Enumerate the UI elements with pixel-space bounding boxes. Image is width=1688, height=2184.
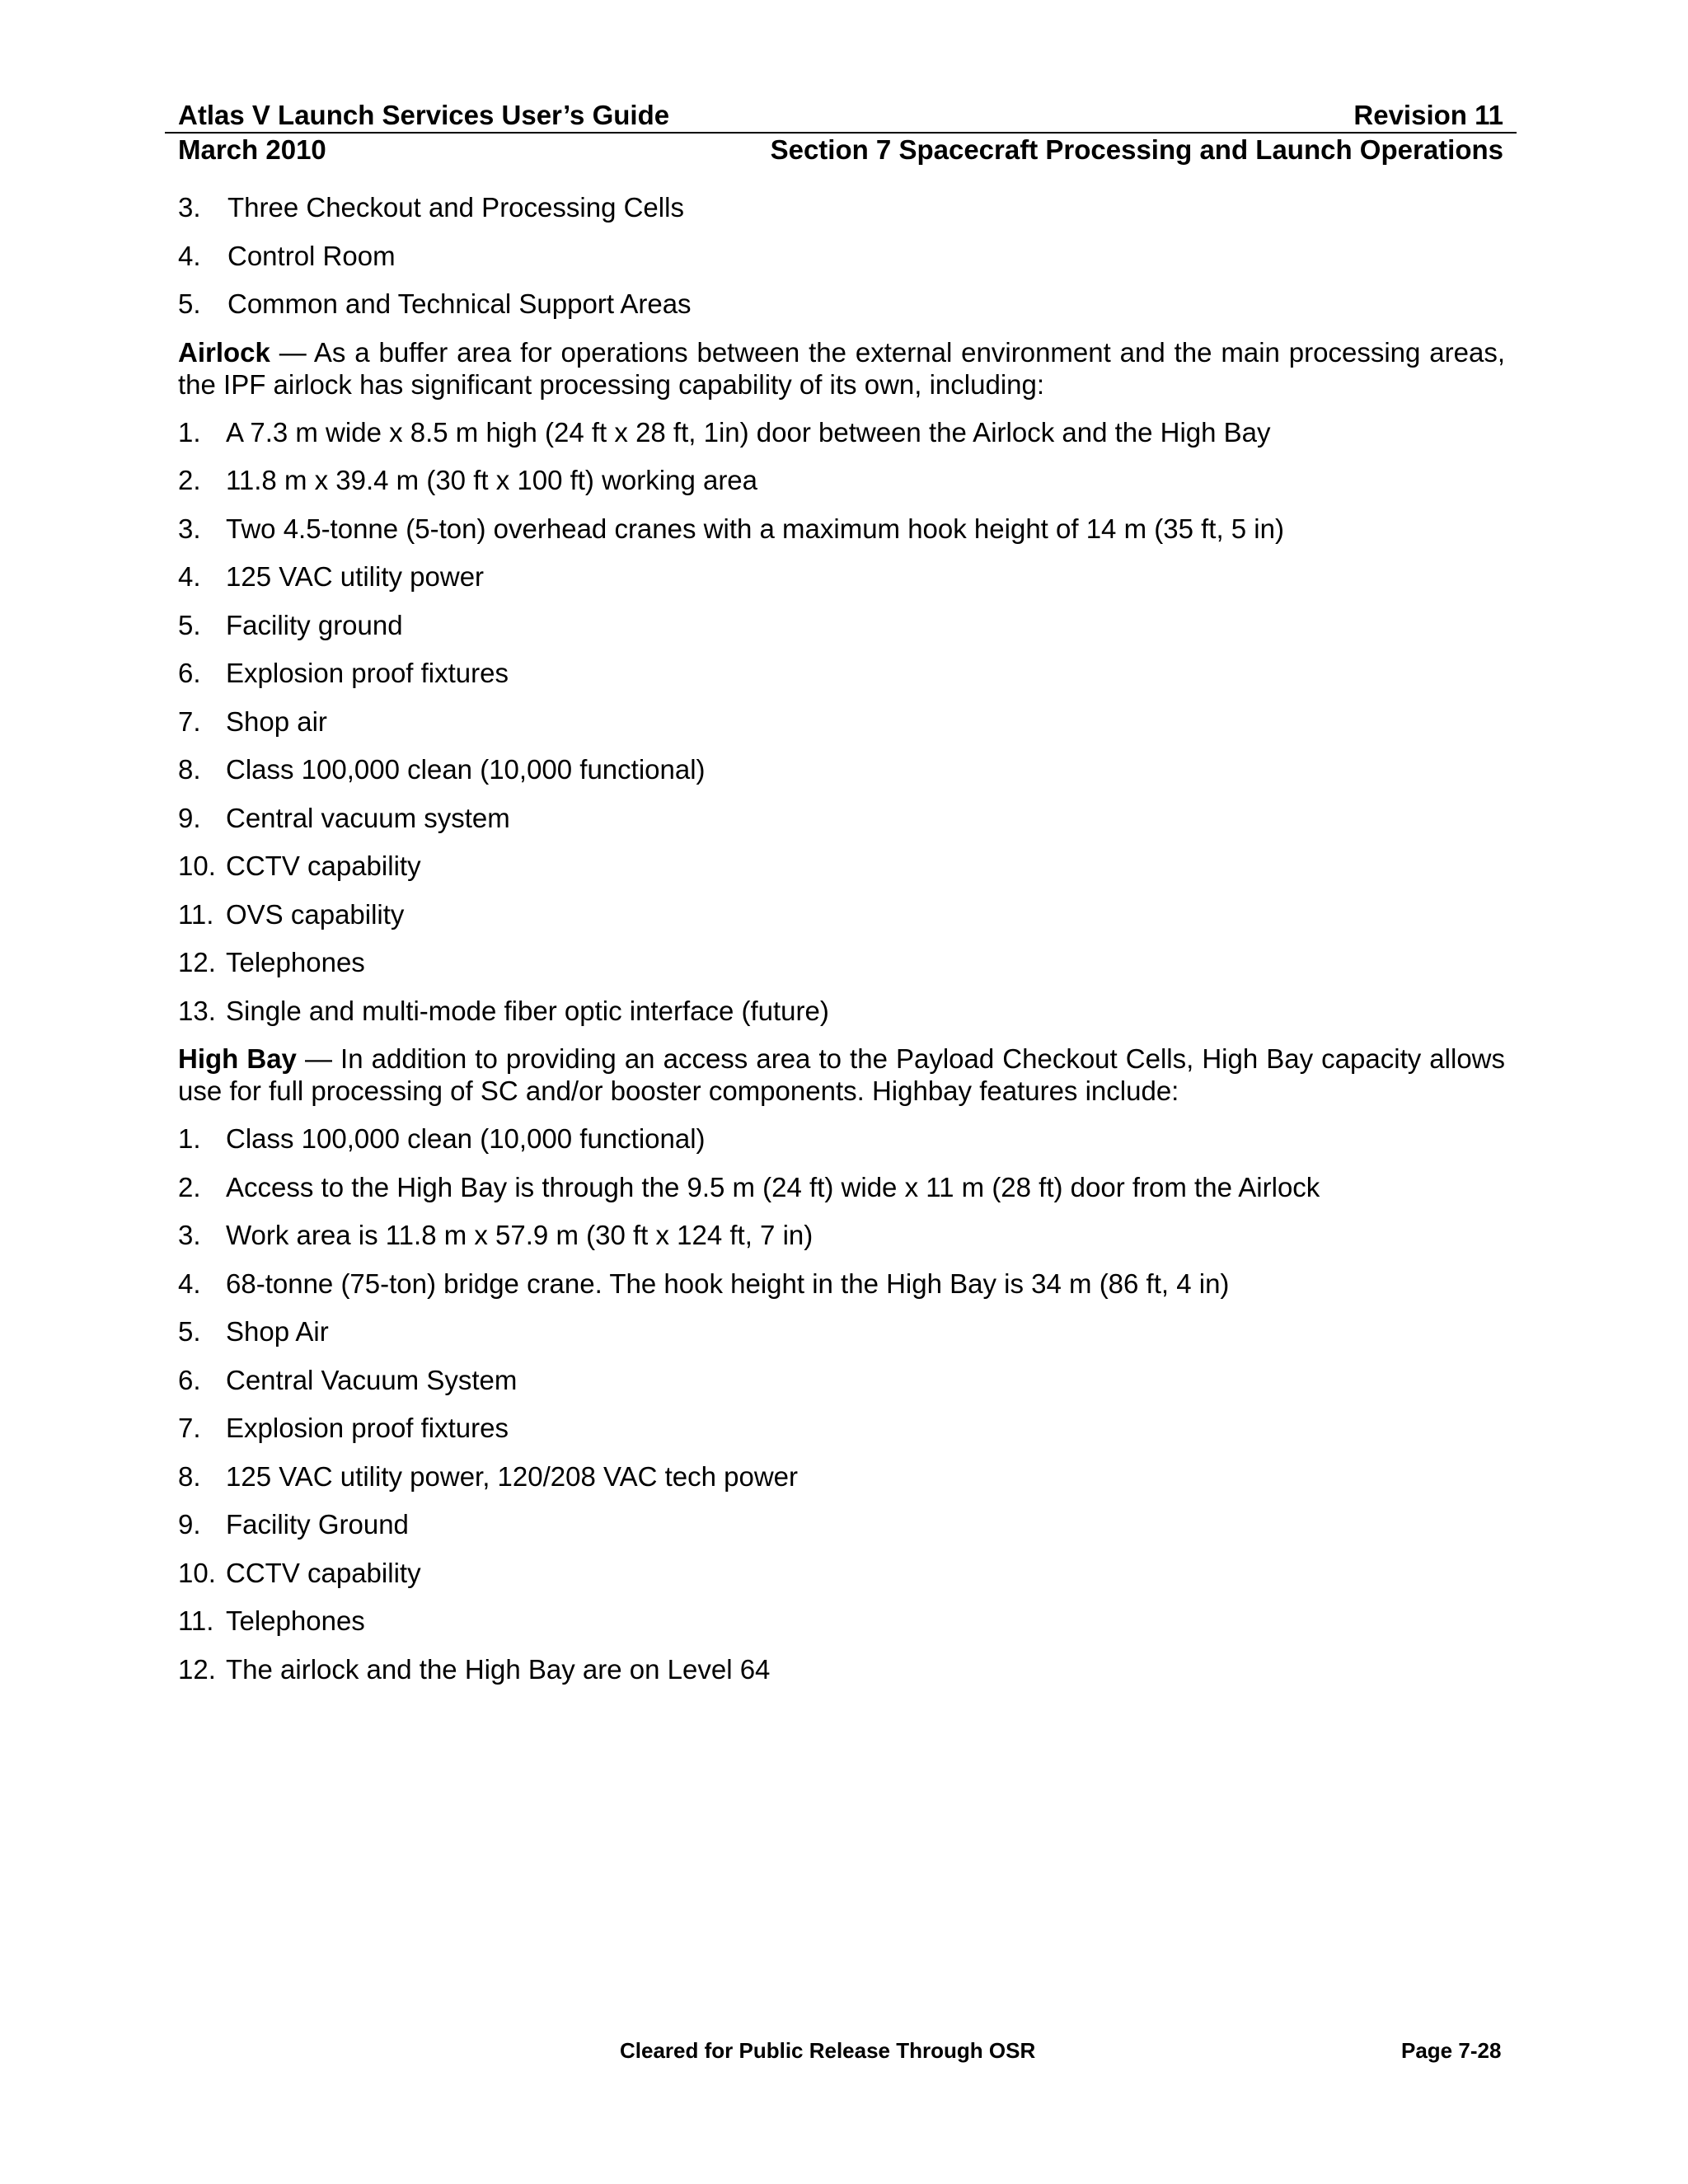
- airlock-description: — As a buffer area for operations between the external environment and the main processing areas, the IPF airlock has significant processing capability of its own, including:: [178, 336, 1505, 400]
- list-item: [178, 705, 1505, 738]
- airlock-heading: Airlock: [178, 336, 270, 368]
- list-text: 68-tonne (75-ton) bridge crane. The hook height in the High Bay is 34 m (86 ft, 4 in): [226, 1268, 1230, 1299]
- list-number: 7.: [178, 1413, 201, 1443]
- page-number: Page 7-28: [1401, 2038, 1502, 2063]
- list-item: [178, 1315, 1505, 1347]
- list-item: [178, 946, 1505, 978]
- list-item: [178, 1219, 1505, 1251]
- list-number: 5.: [178, 288, 201, 319]
- list-number: 12.: [178, 947, 216, 977]
- list-item: [178, 995, 1505, 1027]
- page-header: [165, 99, 1517, 173]
- list-number: 10.: [178, 851, 216, 881]
- list-item: [178, 802, 1505, 834]
- list-text: Explosion proof fixtures: [226, 658, 509, 688]
- list-number: 8.: [178, 1460, 201, 1492]
- list-item: [178, 1460, 1505, 1493]
- list-number: 5.: [178, 609, 201, 640]
- list-text: Facility Ground: [226, 1509, 409, 1540]
- list-number: 3.: [178, 513, 201, 544]
- list-text: Single and multi-mode fiber optic interface (future): [226, 995, 829, 1026]
- list-number: 13.: [178, 995, 216, 1026]
- list-text: 125 VAC utility power: [226, 561, 485, 592]
- header-top-row: [178, 99, 1503, 132]
- section-title: Section 7 Spacecraft Processing and Launch Operations: [770, 134, 1503, 165]
- list-text: Class 100,000 clean (10,000 functional): [226, 1123, 706, 1154]
- list-text: A 7.3 m wide x 8.5 m high (24 ft x 28 ft, 1in) door between the Airlock and the High Bay: [226, 416, 1271, 448]
- list-text: 11.8 m x 39.4 m (30 ft x 100 ft) working area: [226, 465, 758, 495]
- list-item: [178, 657, 1505, 689]
- list-number: 1.: [178, 1123, 201, 1154]
- list-text: Access to the High Bay is through the 9.5 m (24 ft) wide x 11 m (28 ft) door from the Airlock: [226, 1171, 1320, 1202]
- list-item: [178, 609, 1505, 641]
- header-bottom-row: [178, 134, 1503, 166]
- list-item: [178, 288, 1505, 320]
- high-bay-heading: High Bay: [178, 1043, 297, 1074]
- list-text: 125 VAC utility power, 120/208 VAC tech power: [226, 1460, 798, 1492]
- list-number: 12.: [178, 1653, 216, 1685]
- list-text: OVS capability: [226, 898, 405, 930]
- list-text: Telephones: [226, 947, 365, 977]
- list-number: 7.: [178, 705, 201, 737]
- list-number: 6.: [178, 658, 201, 688]
- list-text: Shop Air: [226, 1316, 329, 1347]
- list-text: Class 100,000 clean (10,000 functional): [226, 754, 706, 785]
- high-bay-list: [178, 1122, 1505, 1685]
- list-text: CCTV capability: [226, 851, 421, 881]
- list-item: [178, 1412, 1505, 1444]
- intro-list: [178, 191, 1505, 320]
- list-text: Work area is 11.8 m x 57.9 m (30 ft x 124 ft, 7 in): [226, 1220, 814, 1250]
- list-number: 9.: [178, 1509, 201, 1540]
- document-title: Atlas V Launch Services User’s Guide: [178, 100, 670, 130]
- list-number: 10.: [178, 1557, 216, 1588]
- list-number: 8.: [178, 754, 201, 785]
- list-number: 9.: [178, 802, 201, 833]
- list-item: [178, 1557, 1505, 1589]
- list-number: 11.: [178, 898, 214, 930]
- list-item: [178, 1653, 1505, 1685]
- list-number: 4.: [178, 561, 201, 592]
- list-text: Three Checkout and Processing Cells: [227, 192, 684, 223]
- list-item: [178, 1171, 1505, 1203]
- list-item: [178, 1364, 1505, 1396]
- list-text: Control Room: [227, 240, 396, 271]
- high-bay-paragraph: [178, 1043, 1505, 1107]
- list-item: [178, 416, 1505, 448]
- list-number: 2.: [178, 465, 201, 495]
- list-item: [178, 240, 1505, 272]
- revision-label: Revision 11: [1353, 100, 1503, 130]
- page-content: [178, 191, 1505, 1701]
- list-text: Facility ground: [226, 609, 403, 640]
- list-item: [178, 464, 1505, 496]
- list-number: 6.: [178, 1364, 201, 1395]
- list-text: Telephones: [226, 1605, 365, 1636]
- release-notice: Cleared for Public Release Through OSR: [620, 2038, 1036, 2063]
- list-item: [178, 898, 1505, 930]
- document-date: March 2010: [178, 134, 326, 165]
- list-text: Central Vacuum System: [226, 1364, 518, 1395]
- list-number: 1.: [178, 416, 201, 448]
- list-item: [178, 560, 1505, 593]
- list-text: The airlock and the High Bay are on Level 64: [226, 1653, 771, 1685]
- airlock-list: [178, 416, 1505, 1027]
- list-text: CCTV capability: [226, 1557, 421, 1588]
- list-number: 3.: [178, 1220, 201, 1250]
- list-item: [178, 1122, 1505, 1155]
- list-text: Two 4.5-tonne (5-ton) overhead cranes with a maximum hook height of 14 m (35 ft, 5 in): [226, 513, 1284, 544]
- list-item: [178, 850, 1505, 882]
- list-number: 4.: [178, 240, 201, 271]
- list-item: [178, 191, 1505, 223]
- list-number: 5.: [178, 1316, 201, 1347]
- high-bay-description: — In addition to providing an access area to the Payload Checkout Cells, High Bay capacity allows use for full processing of SC and/or booster components. Highbay features include:: [178, 1043, 1506, 1106]
- list-number: 2.: [178, 1171, 201, 1202]
- list-number: 11.: [178, 1605, 214, 1636]
- list-text: Explosion proof fixtures: [226, 1413, 509, 1443]
- list-number: 4.: [178, 1268, 201, 1299]
- list-item: [178, 1268, 1505, 1300]
- list-text: Common and Technical Support Areas: [227, 288, 692, 319]
- list-item: [178, 1605, 1505, 1637]
- list-item: [178, 1508, 1505, 1540]
- list-item: [178, 513, 1505, 545]
- airlock-paragraph: [178, 336, 1505, 401]
- list-number: 3.: [178, 192, 201, 223]
- list-item: [178, 753, 1505, 785]
- list-text: Central vacuum system: [226, 802, 510, 833]
- list-text: Shop air: [226, 705, 327, 737]
